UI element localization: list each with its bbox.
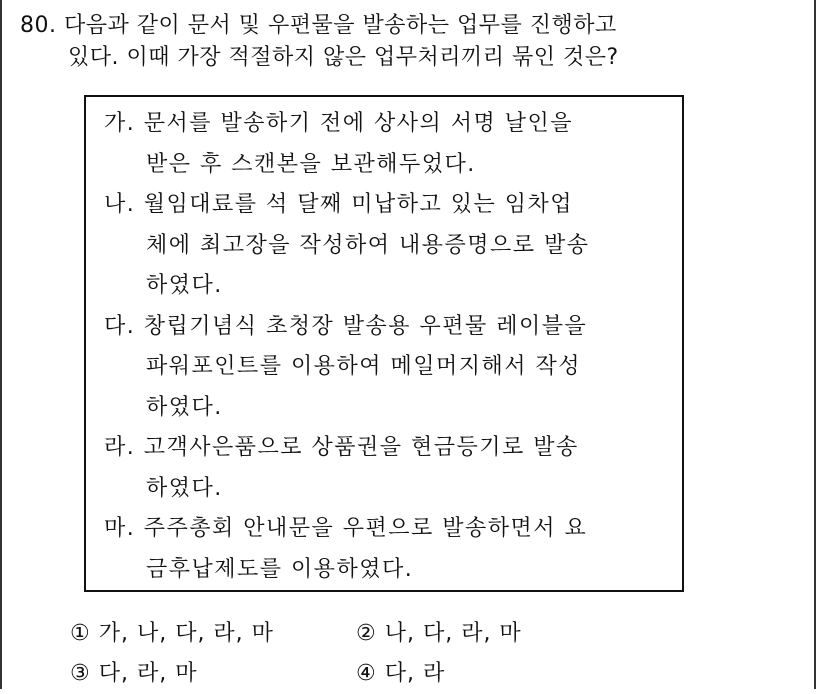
statement-list (104, 104, 674, 590)
statement-line: 파워포인트를 이용하여 메일머지해서 작성 (146, 354, 582, 379)
choice-row-1 (70, 614, 770, 654)
choice-4[interactable]: ④ 다, 라 (356, 661, 446, 686)
choice-row-2 (70, 654, 770, 694)
question-stem (20, 10, 800, 74)
statement-line: 하였다. (146, 273, 223, 298)
statement-item-ra (104, 428, 674, 509)
statement-line: 하였다. (146, 475, 223, 501)
statement-box (84, 95, 684, 592)
statement-line: 체에 최고장을 작성하여 내용증명으로 발송 (146, 232, 590, 258)
answer-choices (70, 614, 770, 694)
statement-line: 다. 창립기념식 초청장 발송용 우편물 레이블을 (104, 313, 588, 339)
statement-item-ma (104, 509, 674, 590)
statement-item-da (104, 307, 674, 429)
choice-2[interactable]: ② 나, 다, 라, 마 (356, 621, 522, 646)
statement-line: 라. 고객사은품으로 상품권을 현금등기로 발송 (104, 435, 579, 460)
statement-line: 마. 주주총회 안내문을 우편으로 발송하면서 요 (104, 516, 588, 541)
statement-line: 하였다. (146, 394, 223, 420)
choice-1[interactable]: ① 가, 나, 다, 라, 마 (70, 621, 274, 646)
left-border-line (0, 0, 2, 689)
question-line-2: 있다. 이때 가장 적절하지 않은 업무처리끼리 묶인 것은? (68, 45, 619, 70)
statement-line: 나. 월임대료를 석 달째 미납하고 있는 임차업 (104, 192, 573, 217)
choice-3[interactable]: ③ 다, 라, 마 (70, 661, 198, 686)
statement-item-na (104, 185, 674, 307)
statement-line: 가. 문서를 발송하기 전에 상사의 서명 날인을 (104, 111, 573, 136)
statement-item-ga (104, 104, 674, 185)
question-line-1: 80. 다음과 같이 문서 및 우편물을 발송하는 업무를 진행하고 (20, 13, 617, 38)
column-divider-line (814, 0, 816, 689)
statement-line: 받은 후 스캔본을 보관해두었다. (146, 151, 476, 177)
statement-line: 금후납제도를 이용하였다. (146, 556, 414, 582)
